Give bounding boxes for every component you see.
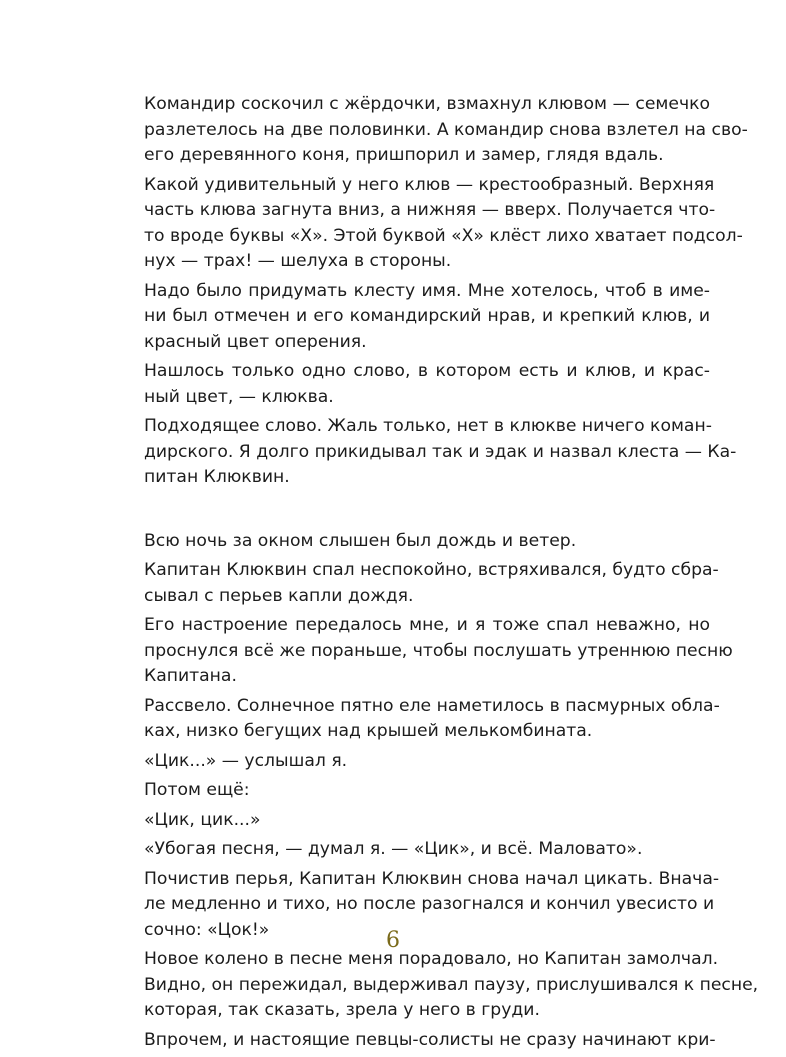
paragraph [113, 529, 710, 555]
paragraph [113, 414, 737, 491]
text-line: ный цвет, — клюква. [144, 386, 334, 407]
paragraph [113, 837, 710, 863]
text-line: Какой удивительный у него клюв — крестообразный. Верхняя [144, 174, 715, 195]
paragraph [113, 558, 719, 609]
paragraph [113, 749, 710, 775]
paragraph [113, 359, 710, 410]
text-line: то вроде буквы «Х». Этой буквой «Х» клёст лихо хватает подсол- [144, 225, 743, 246]
paragraph [113, 173, 743, 275]
text-line: разлетелось на две половинки. А командир снова взлетел на сво- [144, 119, 748, 140]
paragraph [113, 778, 710, 804]
text-line: Почистив перья, Капитан Клюквин снова начал цикать. Внача- [144, 868, 720, 889]
text-line: нух — трах! — шелуха в стороны. [144, 251, 452, 271]
text-line: Впрочем, и настоящие певцы-солисты не сразу начинают кри- [144, 1029, 716, 1050]
text-line: сывал с перьев капли дождя. [144, 585, 414, 606]
text-line: Командир соскочил с жёрдочки, взмахнул клювом — семечко [144, 94, 710, 114]
paragraph [113, 694, 720, 745]
text-section-2 [113, 529, 759, 1054]
text-line: часть клюва загнута вниз, а нижняя — вверх. Получается что- [144, 200, 716, 220]
paragraph [113, 808, 710, 834]
paragraph [113, 613, 733, 690]
text-line: ни был отмечен и его командирский нрав, и крепкий клюв, и [144, 306, 710, 326]
text-line: его деревянного коня, пришпорил и замер, глядя вдаль. [144, 145, 664, 165]
text-line: ле медленно и тихо, но после разогнался и кончил увесисто и [144, 894, 715, 914]
text-line: Новое колено в песне меня порадовало, но Капитан замолчал. [144, 949, 719, 969]
page-number: 6 [386, 928, 400, 953]
page-text [113, 92, 759, 1057]
paragraph [113, 947, 759, 1024]
paragraph [113, 1028, 716, 1054]
text-section-1 [113, 92, 748, 491]
text-line: сочно: «Цок!» [144, 919, 270, 940]
text-line: «Убогая песня, — думал я. — «Цик», и всё. Маловато». [144, 839, 643, 859]
text-line: Рассвело. Солнечное пятно еле наметилось в пасмурных обла- [144, 695, 720, 716]
text-line: Подходящее слово. Жаль только, нет в клюкве ничего коман- [144, 416, 712, 436]
section-break [113, 495, 710, 529]
text-line: Его настроение передалось мне, и я тоже спал неважно, но [144, 615, 710, 635]
paragraph [113, 92, 748, 169]
text-line: красный цвет оперения. [144, 331, 367, 352]
text-line: Нашлось только одно слово, в котором есть и клюв, и крас- [144, 361, 710, 381]
text-line: Капитан Клюквин спал неспокойно, встряхивался, будто сбра- [144, 560, 719, 580]
text-line: Видно, он пережидал, выдерживал паузу, прислушивался к песне, [144, 974, 759, 995]
text-line: дирского. Я долго прикидывал так и эдак и назвал клеста — Ка- [144, 441, 737, 462]
text-line: Потом ещё: [144, 780, 250, 800]
text-line: которая, так сказать, зрела у него в груди. [144, 1000, 540, 1020]
text-line: «Цик...» — услышал я. [144, 750, 348, 771]
text-line: Капитана. [144, 666, 237, 686]
text-line: «Цик, цик...» [144, 809, 261, 830]
text-line: Надо было придумать клесту имя. Мне хотелось, чтоб в име- [144, 280, 710, 301]
paragraph [113, 279, 710, 356]
text-line: Всю ночь за окном слышен был дождь и ветер. [144, 530, 577, 551]
text-line: проснулся всё же пораньше, чтобы послушать утреннюю песню [144, 640, 733, 661]
text-line: ках, низко бегущих над крышей мелькомбината. [144, 721, 593, 741]
text-line: питан Клюквин. [144, 467, 290, 487]
